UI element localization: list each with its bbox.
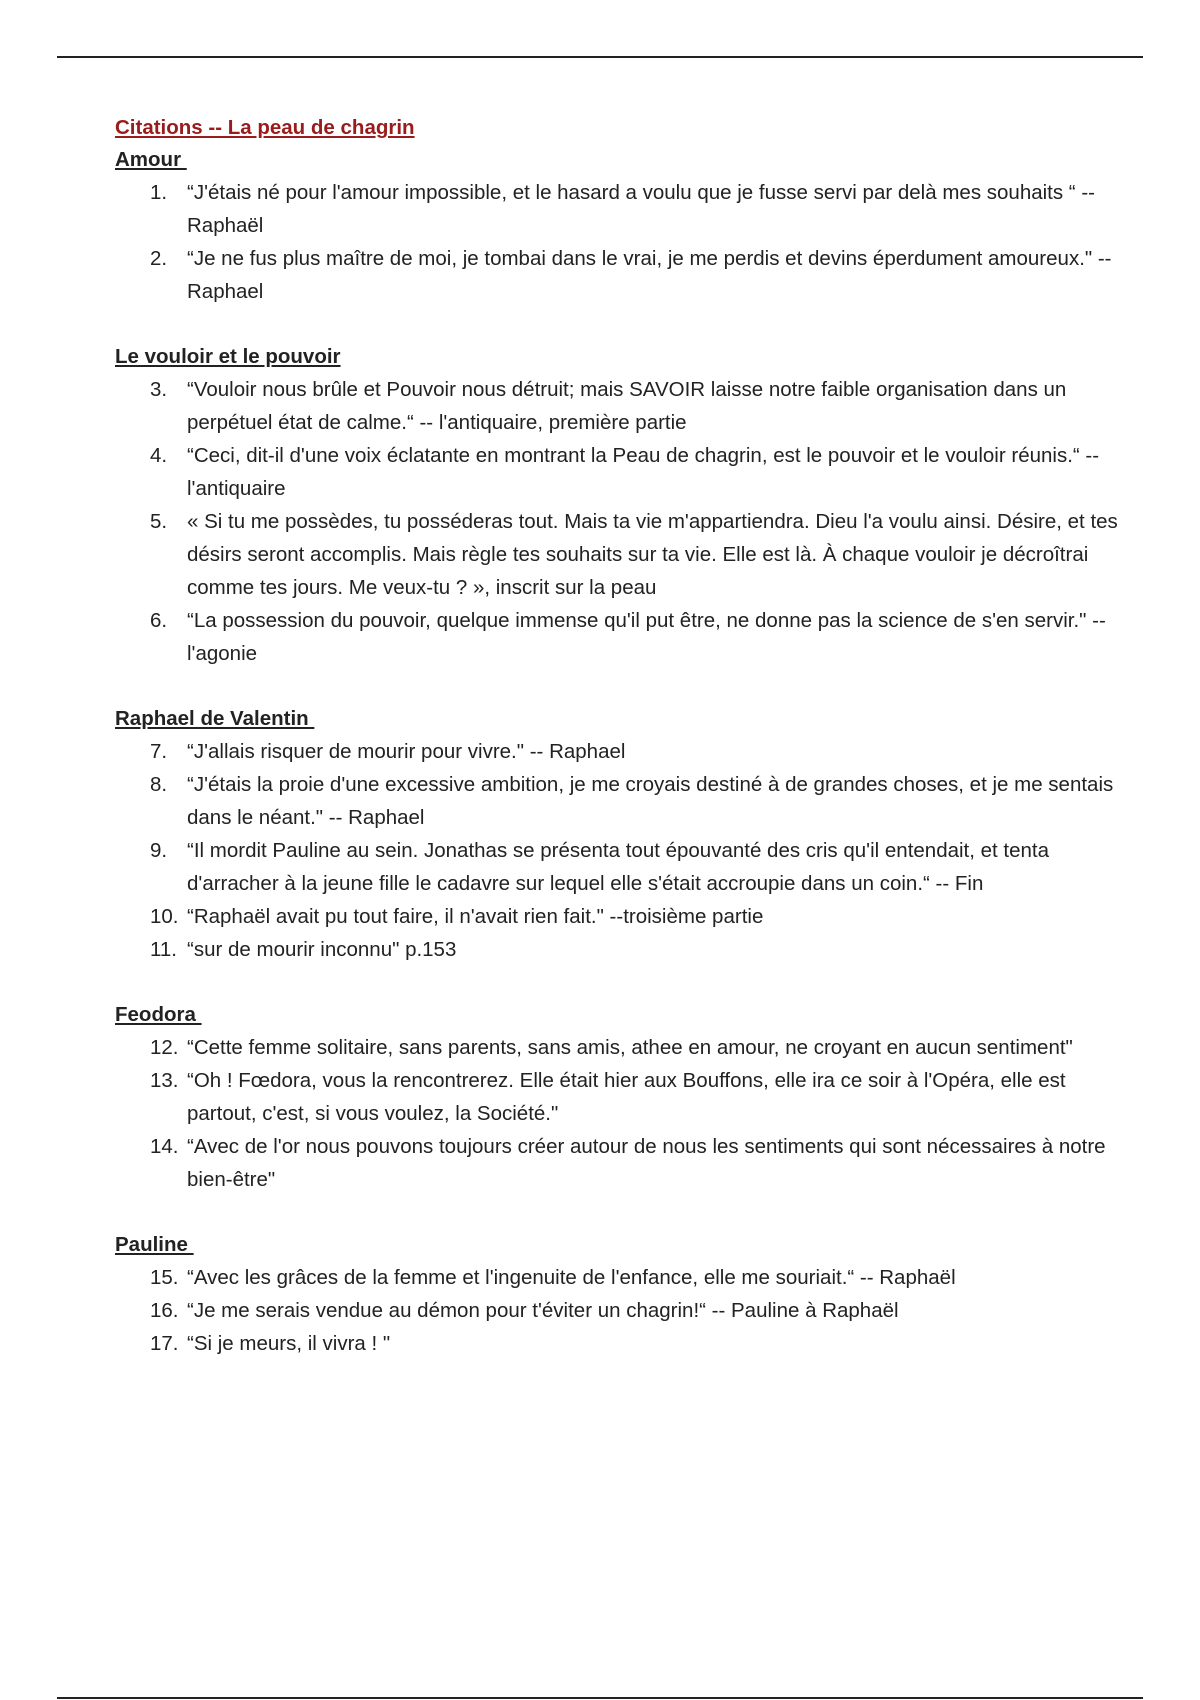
section-heading: Le vouloir et le pouvoir	[115, 345, 341, 368]
quote-item	[115, 1130, 1125, 1196]
quote-list	[115, 1031, 1125, 1196]
section-vouloir-pouvoir	[115, 341, 1125, 670]
quote-item	[115, 834, 1125, 900]
quote-list	[115, 735, 1125, 966]
quote-text: “sur de mourir inconnu" p.153	[187, 938, 457, 961]
quote-item	[115, 933, 1125, 966]
quote-item	[115, 1031, 1125, 1064]
quote-item	[115, 373, 1125, 439]
quote-number: 4.	[150, 444, 168, 467]
document-body	[115, 112, 1125, 1393]
quote-list	[115, 176, 1125, 308]
quote-item	[115, 1294, 1125, 1327]
quote-item	[115, 505, 1125, 604]
quote-number: 12.	[150, 1036, 179, 1059]
quote-number: 2.	[150, 247, 168, 270]
section-heading: Pauline	[115, 1233, 194, 1256]
quote-text: “Vouloir nous brûle et Pouvoir nous détruit; mais SAVOIR laisse notre faible organisation dans un perpétuel état de calme.“ -- l'antiquaire, première partie	[187, 378, 1067, 434]
quote-number: 14.	[150, 1135, 179, 1158]
section-raphael	[115, 703, 1125, 966]
quote-text: “J'allais risquer de mourir pour vivre." -- Raphael	[187, 740, 626, 763]
quote-number: 7.	[150, 740, 168, 763]
quote-list	[115, 1261, 1125, 1360]
quote-number: 10.	[150, 905, 179, 928]
quote-text: “Il mordit Pauline au sein. Jonathas se présenta tout épouvanté des cris qu'il entendait, et tenta d'arracher à la jeune fille le cadavre sur lequel elle s'était accroupie dans un coin.“ -- Fin	[187, 839, 1050, 895]
quote-text: “Ceci, dit-il d'une voix éclatante en montrant la Peau de chagrin, est le pouvoir et le vouloir réunis.“ -- l'antiquaire	[187, 444, 1100, 500]
document-title: Citations -- La peau de chagrin	[115, 116, 415, 139]
quote-number: 15.	[150, 1266, 179, 1289]
quote-text: “Si je meurs, il vivra ! "	[187, 1332, 391, 1355]
top-divider	[57, 56, 1143, 58]
quote-item	[115, 735, 1125, 768]
quote-list	[115, 373, 1125, 670]
quote-item	[115, 439, 1125, 505]
quote-item	[115, 768, 1125, 834]
quote-number: 5.	[150, 510, 168, 533]
section-heading: Feodora	[115, 1003, 202, 1026]
quote-number: 13.	[150, 1069, 179, 1092]
quote-number: 16.	[150, 1299, 179, 1322]
quote-number: 9.	[150, 839, 168, 862]
quote-text: « Si tu me possèdes, tu posséderas tout. Mais ta vie m'appartiendra. Dieu l'a voulu ainsi. Désire, et tes désirs seront accomplis. Mais règle tes souhaits sur ta vie. Elle est là. À chaque vouloir je décroîtrai comme tes jours. Me veux-tu ? », inscrit sur la peau	[187, 510, 1118, 599]
quote-item	[115, 1064, 1125, 1130]
quote-item	[115, 1261, 1125, 1294]
quote-text: “La possession du pouvoir, quelque immense qu'il put être, ne donne pas la science de s'en servir." -- l'agonie	[187, 609, 1106, 665]
quote-item	[115, 604, 1125, 670]
section-feodora	[115, 999, 1125, 1196]
section-amour	[115, 144, 1125, 308]
quote-number: 11.	[150, 938, 177, 961]
quote-item	[115, 900, 1125, 933]
quote-item	[115, 242, 1125, 308]
quote-text: “J'étais la proie d'une excessive ambition, je me croyais destiné à de grandes choses, et je me sentais dans le néant." -- Raphael	[187, 773, 1114, 829]
quote-text: “Raphaël avait pu tout faire, il n'avait rien fait." --troisième partie	[187, 905, 764, 928]
section-heading: Raphael de Valentin	[115, 707, 315, 730]
quote-text: “Cette femme solitaire, sans parents, sans amis, athee en amour, ne croyant en aucun sentiment"	[187, 1036, 1073, 1059]
quote-text: “J'étais né pour l'amour impossible, et le hasard a voulu que je fusse servi par delà mes souhaits “ -- Raphaël	[187, 181, 1095, 237]
quote-text: “Avec les grâces de la femme et l'ingenuite de l'enfance, elle me souriait.“ -- Raphaël	[187, 1266, 956, 1289]
quote-text: “Avec de l'or nous pouvons toujours créer autour de nous les sentiments qui sont nécessaires à notre bien-être"	[187, 1135, 1106, 1191]
section-pauline	[115, 1229, 1125, 1360]
quote-text: “Je me serais vendue au démon pour t'éviter un chagrin!“ -- Pauline à Raphaël	[187, 1299, 899, 1322]
section-heading: Amour	[115, 148, 187, 171]
quote-number: 3.	[150, 378, 168, 401]
quote-item	[115, 1327, 1125, 1360]
quote-number: 8.	[150, 773, 168, 796]
quote-number: 1.	[150, 181, 168, 204]
quote-number: 17.	[150, 1332, 179, 1355]
quote-number: 6.	[150, 609, 168, 632]
quote-item	[115, 176, 1125, 242]
quote-text: “Je ne fus plus maître de moi, je tombai dans le vrai, je me perdis et devins éperdument amoureux." -- Raphael	[187, 247, 1112, 303]
bottom-divider	[57, 1697, 1143, 1699]
quote-text: “Oh ! Fœdora, vous la rencontrerez. Elle était hier aux Bouffons, elle ira ce soir à l'Opéra, elle est partout, c'est, si vous voulez, la Société."	[187, 1069, 1066, 1125]
